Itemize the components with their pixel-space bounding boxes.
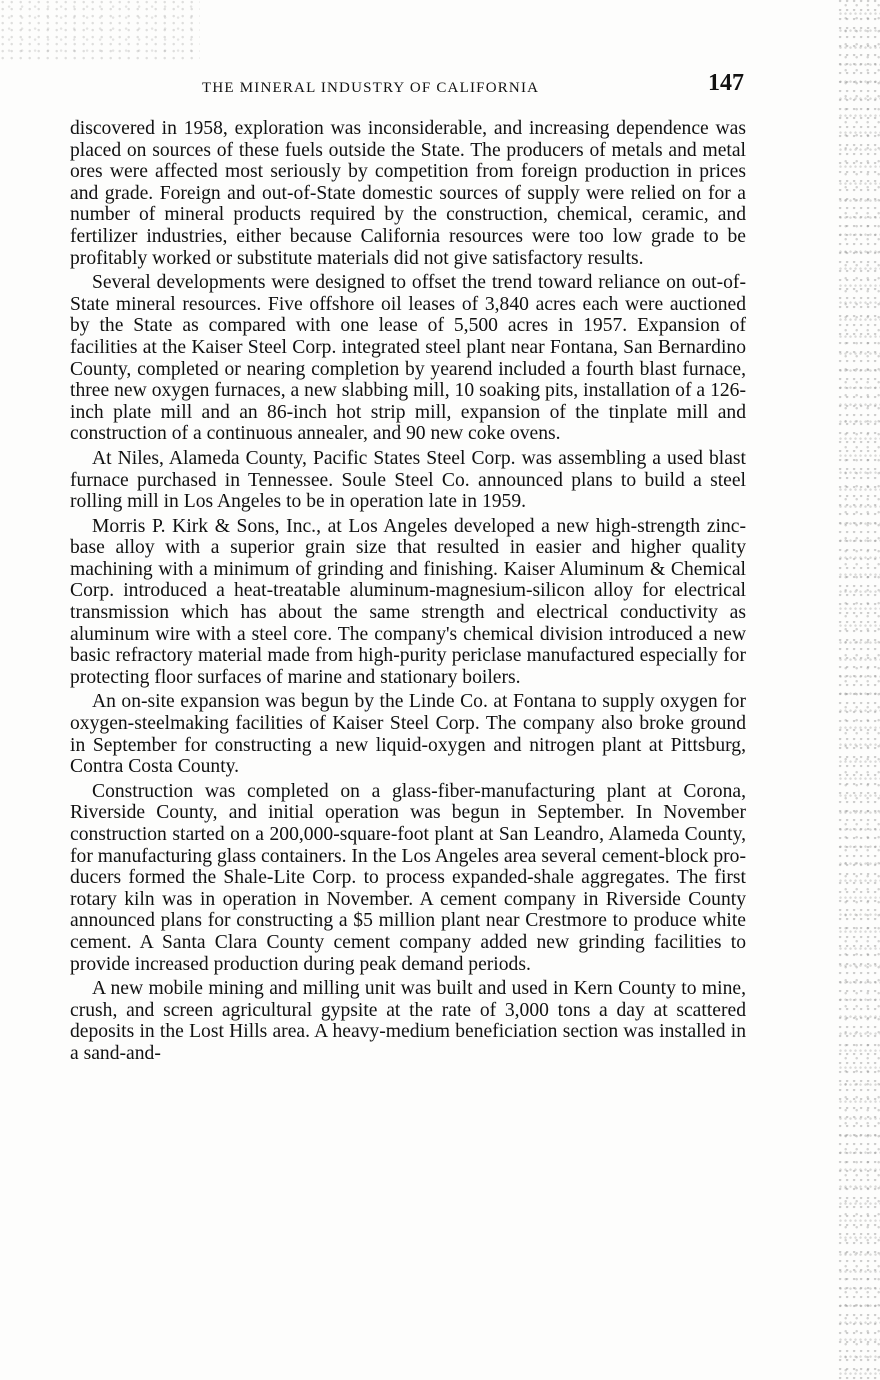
running-title: THE MINERAL INDUSTRY OF CALIFORNIA <box>202 80 540 96</box>
paragraph-3: At Niles, Alameda County, Pacific States Steel Corp. was assembling a used blast furnace purchased in Tennessee. Soule Steel Co. announced plans to build a steel rolling mill in Los Angeles to be in operation late in 1959. <box>70 447 746 513</box>
paragraph-4: Morris P. Kirk & Sons, Inc., at Los Angeles developed a new high-strength zinc-base alloy with a superior grain size that resulted in easier and higher quality machining with a minimum of grinding and finishing. Kaiser Aluminum & Chemical Corp. introduced a heat-treatable aluminum-magnesium-silicon alloy for electrical transmission which has about the same strength and electrical conductivity as aluminum wire with a steel core. The company's chemical division introduced a new basic refractory material made from high-purity periclase manufactured especially for protecting floor surfaces of marine and stationary boilers. <box>70 515 746 688</box>
paragraph-2: Several developments were designed to offset the trend toward reliance on out-of-State mineral resources. Five offshore oil leases of 3,840 acres each were auctioned by the State as compared with one lease of 5,500 acres in 1957. Expansion of facilities at the Kaiser Steel Corp. integrated steel plant near Fontana, San Bernardino County, completed or nearing completion by yearend included a fourth blast furnace, three new oxygen furnaces, a new slabbing mill, 10 soaking pits, installation of a 126-inch plate mill and an 86-inch hot strip mill, expansion of the tinplate mill and construction of a continuous annealer, and 90 new coke ovens. <box>70 272 746 445</box>
paragraph-6: Construction was completed on a glass-fiber-manufacturing plant at Corona, Riverside County, and initial operation was begun in September. In November construction started on a 200,000-square-foot plant at San Leandro, Alameda County, for manufacturing glass containers. In the Los Angeles area several cement-block producers formed the Shale-Lite Corp. to process expanded-shale aggregates. The first rotary kiln was in operation in November. A cement company in Riverside County announced plans for constructing a $5 million plant near Crestmore to produce white cement. A Santa Clara County cement company added new grinding facilities to provide increased production during peak demand periods. <box>70 780 746 975</box>
page-number: 147 <box>708 70 744 96</box>
paragraph-7: A new mobile mining and milling unit was built and used in Kern County to mine, crush, and screen agricultural gypsite at the rate of 3,000 tons a day at scattered deposits in the Lost Hills area. A heavy-medium beneficiation section was installed in a sand-and- <box>70 978 746 1064</box>
body-text <box>70 118 746 1068</box>
paragraph-5: An on-site expansion was begun by the Linde Co. at Fontana to supply oxygen for oxygen-steelmaking facilities of Kaiser Steel Corp. The company also broke ground in September for constructing a new liquid-oxygen and nitrogen plant at Pittsburg, Contra Costa County. <box>70 691 746 778</box>
page-header <box>70 68 746 104</box>
scan-noise-right-edge <box>838 0 880 1380</box>
paragraph-1: discovered in 1958, exploration was inconsiderable, and increasing dependence was placed on sources of these fuels outside the State. The producers of metals and metal ores were affected most seriously by competition from foreign production in prices and grade. Foreign and out-of-State domestic sources of supply were relied on for a number of mineral products required by the construction, chemical, ceramic, and fertilizer industries, either because California resources were too low grade to be profitably worked or substitute materials did not give satisfactory results. <box>70 118 746 269</box>
scan-noise-top-left <box>0 0 200 60</box>
